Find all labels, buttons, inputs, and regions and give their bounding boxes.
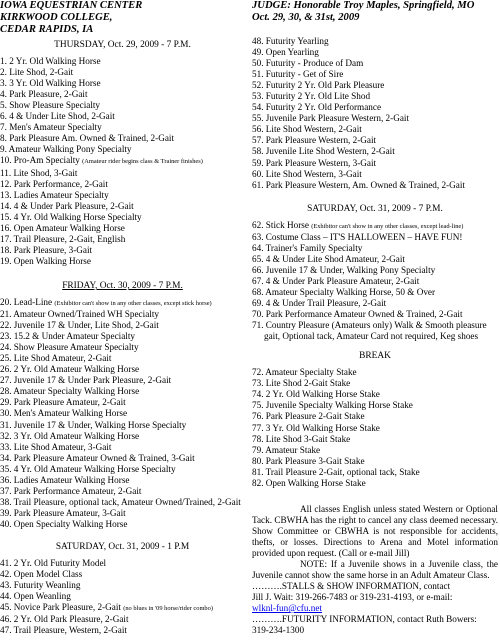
list-item: 25. Lite Shod Amateur, 2-Gait <box>0 353 112 364</box>
list-item: 33. Lite Shod Amateur, 3-Gait <box>0 441 112 452</box>
list-item: 78. Lite Shod 3-Gait Stake <box>252 433 351 444</box>
list-item: 46. 2 Yr. Old Park Pleasure, 2-Gait <box>0 614 129 625</box>
list-item: 5. Show Pleasure Specialty <box>0 100 101 111</box>
list-item: 61. Park Pleasure Western, Am. Owned & Trained, 2-Gait <box>252 179 465 190</box>
rules-paragraph: All classes English unless stated Western or Optional Tack. CBWHA has the right to cancel any class deemed necessary. Show Committee or CBWHA is not responsible for accidents, thefts, or losses. Directions to Arena and Motel information provided upon request. (Call or e-mail Jill) <box>252 503 498 558</box>
list-item: 30. Men's Amateur Walking Horse <box>0 408 128 419</box>
email-link[interactable]: wlknl-fun@cfu.net <box>252 603 322 614</box>
list-item: 79. Amateur Stake <box>252 444 321 455</box>
list-item: 36. Ladies Amateur Walking Horse <box>0 474 130 485</box>
list-item: 44. Open Weanling <box>0 591 71 602</box>
list-item: 53. Futurity 2 Yr. Old Lite Shod <box>252 91 371 102</box>
class-20-label: 20. Lead-Line <box>0 296 55 307</box>
list-item: 55. Juvenile Park Pleasure Western, 2-Gait <box>252 113 410 124</box>
list-item: 72. Amateur Specialty Stake <box>252 367 357 378</box>
class-10-label: 10. Pro-Am Specialty <box>0 155 83 166</box>
list-item: 68. Amateur Specialty Walking Horse, 50 & Over <box>252 286 436 297</box>
list-item <box>252 220 498 232</box>
list-item: 48. Futurity Yearling <box>252 36 329 46</box>
friday-class-list <box>0 297 245 530</box>
list-item: 27. Juvenile 17 & Under Park Pleasure, 2-Gait <box>0 375 172 386</box>
list-item: 50. Futurity - Produce of Dam <box>252 58 364 69</box>
list-item: 29. Park Pleasure Amateur, 2-Gait <box>0 397 126 408</box>
list-item: 52. Futurity 2 Yr. Old Park Pleasure <box>252 80 385 91</box>
list-item: 32. 3 Yr. Old Amateur Walking Horse <box>0 430 140 441</box>
list-item: 82. Open Walking Horse Stake <box>252 477 366 488</box>
list-item: 47. Trail Pleasure, Western, 2-Gait <box>0 625 127 636</box>
list-item: 43. Futurity Weanling <box>0 580 81 591</box>
class-20-note: (Exhibitor can't show in any other classes, except stick horse) <box>54 299 212 307</box>
list-item: 23. 15.2 & Under Amateur Specialty <box>0 331 135 342</box>
list-item: 9. Amateur Walking Pony Specialty <box>0 144 132 155</box>
list-item: 76. Park Pleasure 2-Gait Stake <box>252 411 365 422</box>
list-item: 73. Lite Shod 2-Gait Stake <box>252 378 351 389</box>
list-item: 3. 3 Yr. Old Walking Horse <box>0 78 101 89</box>
list-item: 64. Trainer's Family Specialty <box>252 242 363 253</box>
class-62-label: 62. Stick Horse <box>252 219 312 230</box>
class-10-note: (Amateur rider begins class & Trainer finishes) <box>82 158 203 166</box>
futurity-phone: 319-234-1300 <box>252 625 305 636</box>
list-item: 13. Ladies Amateur Specialty <box>0 189 109 200</box>
list-item: 34. Park Pleasure Amateur Owned & Trained, 3-Gait <box>0 452 195 463</box>
class-62-note: (Exhibitor can't show in any other classes, except lead-line) <box>311 222 464 230</box>
thursday-title: THURSDAY, Oct. 29, 2009 - 7 P.M. <box>54 40 191 50</box>
list-item: 37. Park Performance Amateur, 2-Gait <box>0 485 142 496</box>
list-item: 75. Juvenile Specialty Walking Horse Stake <box>252 400 413 411</box>
list-item: 38. Trail Pleasure, optional tack, Amateur Owned/Trained, 2-Gait <box>0 496 241 507</box>
juvenile-note: NOTE: If a Juvenile shows in a Juvenile class, the Juvenile cannot show the same horse in an Adult Amateur Class. <box>252 559 498 581</box>
list-item: 17. Trail Pleasure, 2-Gait, English <box>0 233 126 244</box>
list-item: 42. Open Model Class <box>0 569 83 580</box>
list-item <box>0 297 245 309</box>
list-item: 54. Futurity 2 Yr. Old Performance <box>252 102 382 113</box>
list-item: 49. Open Yearling <box>252 47 319 58</box>
contact-line: Jill J. Wait: 319-266-7483 or 319-231-4193, or e-mail: <box>252 592 453 603</box>
break-heading: BREAK <box>359 351 391 362</box>
list-item: 24. Show Pleasure Amateur Specialty <box>0 342 139 353</box>
saturday-afternoon-title: SATURDAY, Oct. 31, 2009 - 1 P.M <box>55 541 190 552</box>
class-45-note: (no blues in '09 horse/rider combo) <box>123 605 213 613</box>
list-item: 14. 4 & Under Park Pleasure, 2-Gait <box>0 200 134 211</box>
saturday-evening-title: SATURDAY, Oct. 31, 2009 - 7 P.M. <box>307 203 443 214</box>
list-item: 41. 2 Yr. Old Futurity Model <box>0 558 107 569</box>
stalls-info-line: ……….STALLS & SHOW INFORMATION, contact <box>252 581 451 592</box>
notes-section <box>252 504 498 637</box>
list-item: 60. Lite Shod Western, 3-Gait <box>252 168 362 179</box>
list-item: 11. Lite Shod, 3-Gait <box>0 167 78 178</box>
list-item: 77. 3 Yr. Old Walking Horse Stake <box>252 422 380 433</box>
dates-line: Oct. 29, 30, & 31st, 2009 <box>252 12 360 23</box>
list-item: 51. Futurity - Get of Sire <box>252 69 344 80</box>
list-item: 26. 2 Yr. Old Amateur Walking Horse <box>0 364 140 375</box>
list-item: 8. Park Pleasure Am. Owned & Trained, 2-Gait <box>0 133 175 144</box>
thursday-class-list <box>0 56 245 267</box>
left-column <box>0 0 245 636</box>
list-item: 7. Men's Amateur Specialty <box>0 122 102 133</box>
list-item: 67. 4 & Under Park Pleasure Amateur, 2-Gait <box>252 275 420 286</box>
list-item: 56. Lite Shod Western, 2-Gait <box>252 124 362 135</box>
list-item: 63. Costume Class – IT'S HALLOWEEN – HAVE FUN! <box>252 231 463 242</box>
list-item: 81. Trail Pleasure 2-Gait, optional tack, Stake <box>252 466 420 477</box>
list-item: 19. Open Walking Horse <box>0 255 91 266</box>
judge-line: JUDGE: Honorable Troy Maples, Springfield, MO <box>252 0 475 11</box>
list-item: 31. Juvenile 17 & Under, Walking Horse Specialty <box>0 419 187 430</box>
header-line-2: KIRKWOOD COLLEGE, <box>0 12 113 23</box>
list-item: 15. 4 Yr. Old Walking Horse Specialty <box>0 211 142 222</box>
list-item: 16. Open Amateur Walking Horse <box>0 222 125 233</box>
header-line-1: IOWA EQUESTRIAN CENTER <box>0 0 143 11</box>
list-item: 35. 4 Yr. Old Amateur Walking Horse Specialty <box>0 463 176 474</box>
list-item: 39. Park Pleasure Amateur, 3-Gait <box>0 507 126 518</box>
header-line-3: CEDAR RAPIDS, IA <box>0 24 94 35</box>
saturday-afternoon-class-list <box>0 558 245 636</box>
class-45-label: 45. Novice Park Pleasure, 2-Gait <box>0 602 124 613</box>
list-item: 65. 4 & Under Lite Shod Amateur, 2-Gait <box>252 253 405 264</box>
list-item: 6. 4 & Under Lite Shod, 2-Gait <box>0 111 115 122</box>
list-item <box>0 155 245 167</box>
saturday-evening-class-list <box>252 220 498 343</box>
list-item: 18. Park Pleasure, 3-Gait <box>0 244 93 255</box>
right-column <box>252 0 498 636</box>
list-item: 58. Juvenile Lite Shod Western, 2-Gait <box>252 146 395 157</box>
list-item: 71. Country Pleasure (Amateurs only) Walk & Smooth pleasure <box>252 320 487 331</box>
list-item-continuation: gait, Optional tack, Amateur Card not required, Keg shoes <box>264 331 479 342</box>
list-item: 4. Park Pleasure, 2-Gait <box>0 89 88 100</box>
list-item: 59. Park Pleasure Western, 3-Gait <box>252 157 377 168</box>
friday-title: FRIDAY, Oct. 30, 2009 - 7 P.M. <box>62 280 183 291</box>
list-item: 80. Park Pleasure 3-Gait Stake <box>252 455 365 466</box>
list-item: 12. Park Performance, 2-Gait <box>0 178 108 189</box>
saturday-afternoon-class-list-continued <box>252 36 498 191</box>
list-item: 22. Juvenile 17 & Under, Lite Shod, 2-Gait <box>0 320 159 331</box>
stake-class-list <box>252 367 498 489</box>
list-item: 69. 4 & Under Trail Pleasure, 2-Gait <box>252 298 387 309</box>
list-item: 21. Amateur Owned/Trained WH Specialty <box>0 309 159 320</box>
list-item: 57. Park Pleasure Western, 2-Gait <box>252 135 377 146</box>
list-item: 40. Open Specialty Walking Horse <box>0 518 128 529</box>
list-item: 66. Juvenile 17 & Under, Walking Pony Specialty <box>252 264 436 275</box>
list-item: 2. Lite Shod, 2-Gait <box>0 67 74 78</box>
list-item <box>0 602 245 614</box>
list-item: 1. 2 Yr. Old Walking Horse <box>0 56 101 67</box>
list-item: 28. Amateur Specialty Walking Horse <box>0 386 140 397</box>
list-item: 70. Park Performance Amateur Owned & Trained, 2-Gait <box>252 309 463 320</box>
futurity-info-line: ……….FUTURITY INFORMATION, contact Ruth Bowers: <box>252 614 477 625</box>
list-item: 74. 2 Yr. Old Walking Horse Stake <box>252 389 380 400</box>
